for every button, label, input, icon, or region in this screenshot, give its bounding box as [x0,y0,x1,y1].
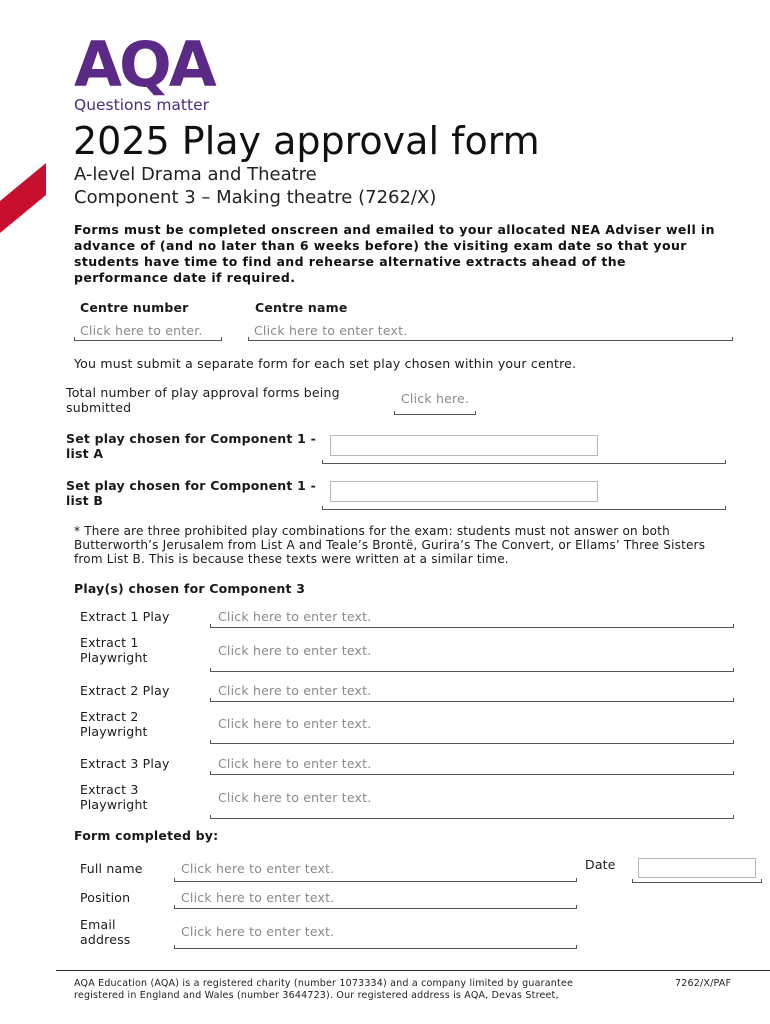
aqa-logo [74,28,234,118]
extract-1-playwright-placeholder: Click here to enter text. [218,643,372,658]
logo-tagline: Questions matter [74,96,209,114]
set-play-a-dropdown[interactable] [330,435,598,456]
centre-number-field[interactable] [74,320,222,341]
brand-accent-icon [0,163,46,233]
full-name-field[interactable] [174,858,577,882]
email-field[interactable] [174,916,577,949]
extract-2-playwright-field[interactable] [210,709,734,744]
full-name-placeholder: Click here to enter text. [181,861,335,876]
page-title: 2025 Play approval form [73,119,540,163]
set-play-a-field[interactable] [322,432,726,464]
set-play-b-dropdown[interactable] [330,481,598,502]
email-label: Email address [80,917,131,947]
centre-name-label: Centre name [255,300,348,315]
extract-2-playwright-label: Extract 2 Playwright [80,709,148,739]
extract-3-playwright-placeholder: Click here to enter text. [218,790,372,805]
extract-1-play-label: Extract 1 Play [80,609,170,624]
intro-instructions: Forms must be completed onscreen and emailed to your allocated NEA Adviser well in advance of (and no later than 6 weeks before) the visiting exam date so that your students have time to find and rehearse alternative extracts ahead of the performance date if required. [74,222,715,285]
date-field[interactable] [632,855,762,883]
extract-1-play-placeholder: Click here to enter text. [218,609,372,624]
centre-number-label: Centre number [80,300,189,315]
set-play-b-field[interactable] [322,478,726,510]
position-field[interactable] [174,886,577,909]
extract-1-playwright-field[interactable] [210,635,734,672]
footer-legal-line-2: registered in England and Wales (number 3644723). Our registered address is AQA, Devas Street, [74,990,559,1001]
footer-legal-line-1: AQA Education (AQA) is a registered charity (number 1073334) and a company limited by guarantee [74,978,574,989]
date-picker[interactable] [638,858,756,878]
subtitle-qualification: A-level Drama and Theatre [74,164,317,185]
centre-number-placeholder: Click here to enter. [80,323,203,338]
set-play-a-label: Set play chosen for Component 1 - list A [66,431,316,461]
extract-1-play-field[interactable] [210,605,734,628]
position-label: Position [80,890,131,905]
extract-3-play-placeholder: Click here to enter text. [218,756,372,771]
total-forms-label: Total number of play approval forms being submitted [66,385,340,415]
full-name-label: Full name [80,861,143,876]
extract-2-play-placeholder: Click here to enter text. [218,683,372,698]
extract-2-play-field[interactable] [210,679,734,702]
logo-wordmark: AQA [74,28,214,101]
date-label: Date [585,857,616,872]
email-placeholder: Click here to enter text. [181,924,335,939]
footer-document-code: 7262/X/PAF [675,978,732,989]
set-play-b-label: Set play chosen for Component 1 - list B [66,478,316,508]
subtitle-component: Component 3 – Making theatre (7262/X) [74,187,437,208]
centre-name-field[interactable] [248,320,733,341]
extract-1-playwright-label: Extract 1 Playwright [80,635,148,665]
prohibited-combinations-note: * There are three prohibited play combinations for the exam: students must not answer on both Butterworth’s Jerusalem from List A and Teale’s Brontë, Gurira’s The Convert, or Ellams’ Three Sisters from List B. This is because these texts were written at a similar time. [74,524,706,566]
centre-name-placeholder: Click here to enter text. [254,323,408,338]
total-forms-field[interactable] [394,388,476,415]
separate-form-note: You must submit a separate form for each set play chosen within your centre. [74,356,577,371]
position-placeholder: Click here to enter text. [181,890,335,905]
plays-heading: Play(s) chosen for Component 3 [74,581,306,596]
footer-divider [56,970,770,971]
extract-3-playwright-field[interactable] [210,782,734,819]
extract-3-play-label: Extract 3 Play [80,756,170,771]
extract-3-play-field[interactable] [210,752,734,775]
extract-3-playwright-label: Extract 3 Playwright [80,782,148,812]
completed-by-heading: Form completed by: [74,828,219,843]
extract-2-playwright-placeholder: Click here to enter text. [218,716,372,731]
total-forms-placeholder: Click here. [401,391,470,406]
extract-2-play-label: Extract 2 Play [80,683,170,698]
